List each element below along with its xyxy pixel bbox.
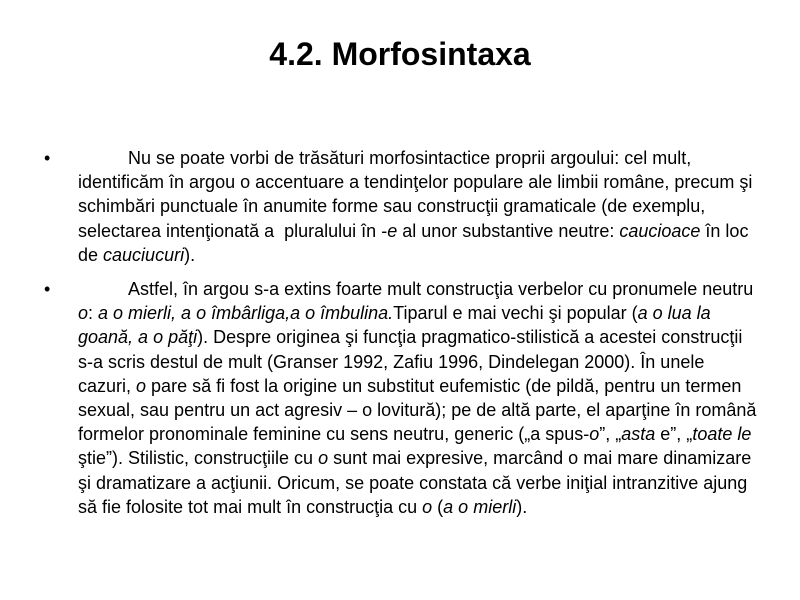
text-run: Astfel, în argou s-a extins foarte mult construcţia verbelor cu pronumele neutru xyxy=(128,279,759,300)
bullet-list xyxy=(40,146,760,529)
text-run: ”, „ xyxy=(599,424,622,445)
italic-text: e xyxy=(387,220,398,241)
text-run: ). xyxy=(516,496,528,517)
italic-text: cauciucuri xyxy=(103,244,185,265)
bullet-paragraph xyxy=(78,146,760,267)
italic-text: o xyxy=(422,496,433,517)
text-run: al unor substantive neutre: xyxy=(397,220,620,241)
slide-title: 4.2. Morfosintaxa xyxy=(269,36,531,72)
text-run: : xyxy=(88,303,99,324)
italic-text: a o mierli, a o îmbârliga,a o îmbulina. xyxy=(98,303,394,324)
text-run: ). xyxy=(184,244,196,265)
text-run: Tiparul e mai vechi şi popular ( xyxy=(393,303,638,324)
bullet-item xyxy=(40,277,760,519)
italic-text: caucioace xyxy=(619,220,701,241)
italic-text: toate le xyxy=(692,424,752,445)
italic-text: o xyxy=(589,424,600,445)
text-run: Nu se poate vorbi de trăsături morfosintactice proprii argoului: cel mult, identificăm în argou o accentuare a tendinţelor populare ale limbii române, precum şi schimbări punctuale în anumite forme sau construcţii gramaticale (de exemplu, selectarea intenţionată a pluralului în - xyxy=(78,148,758,241)
bullet-marker: • xyxy=(44,279,51,300)
bullet-marker: • xyxy=(44,148,51,168)
italic-text: asta xyxy=(621,424,656,445)
italic-text: a o lua la goană, a o păţi xyxy=(78,303,716,348)
text-run: ( xyxy=(432,496,444,517)
italic-text: a o mierli xyxy=(443,496,517,517)
text-run: ). Despre originea şi funcţia pragmatico-stilistică a acestei construcţii s-a scris destul de mult (Granser 1992, Zafiu 1996, Dindelegan 2000). În unele cazuri, xyxy=(78,327,748,396)
italic-text: o xyxy=(318,448,329,469)
text-run: e”, „ xyxy=(655,424,693,445)
text-run: ştie”). Stilistic, construcţiile cu xyxy=(78,424,757,469)
italic-text: o xyxy=(78,303,89,324)
italic-text: o xyxy=(136,375,147,396)
bullet-paragraph xyxy=(78,277,760,519)
text-run: sunt mai expresive, marcând o mai mare dinamizare şi dramatizare a acţiunii. Oricum, se poate constata că verbe iniţial intranzitive ajung să fie folosite tot mai mult în construcţia cu xyxy=(78,448,757,517)
bullet-item xyxy=(40,146,760,267)
text-run: pare să fi fost la origine un substitut eufemistic (de pildă, pentru un termen sexual, sau pentru un act agresiv – o lovitură); pe de altă parte, el aparţine în română formelor pronominale feminine cu sens neutru, generic („a spus- xyxy=(78,375,762,445)
text-run: în loc de xyxy=(78,220,754,265)
